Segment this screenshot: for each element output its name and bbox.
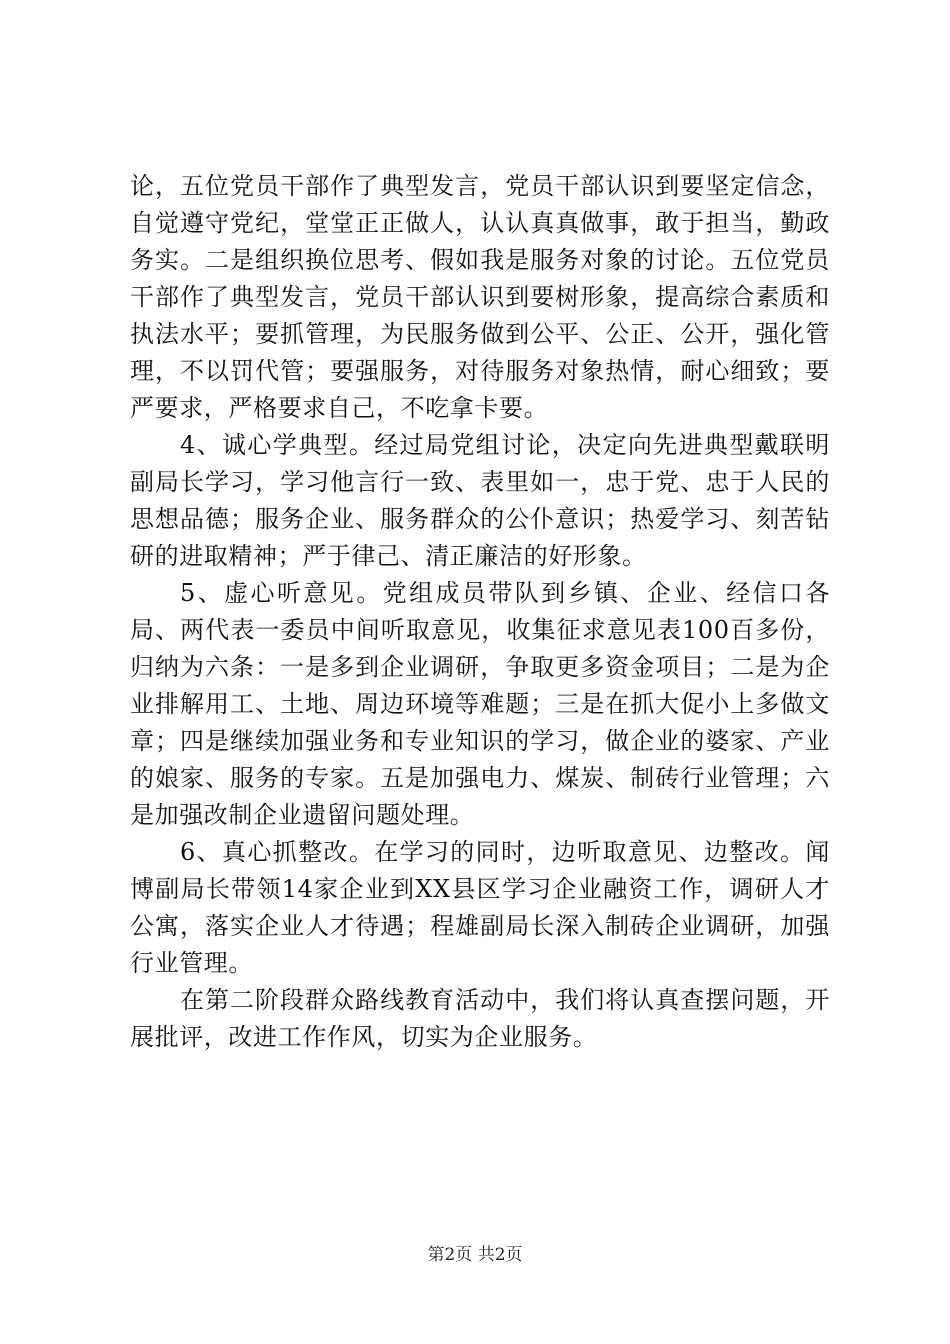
paragraph-item-6: 6、真心抓整改。在学习的同时，边听取意见、边整改。闻博副局长带领14家企业到XX县区学习企业融资工作，调研人才公寓，落实企业人才待遇；程雄副局长深入制砖企业调研，加强行业管理。 (130, 838, 830, 977)
paragraph-conclusion: 在第二阶段群众路线教育活动中，我们将认真查摆问题，开展批评，改进工作作风，切实为企业服务。 (130, 986, 830, 1051)
page-number-footer: 第2页 共2页 (427, 1245, 523, 1265)
document-body (130, 168, 830, 1056)
paragraph-item-5: 5、虚心听意见。党组成员带队到乡镇、企业、经信口各局、两代表一委员中间听取意见，收集征求意见表100百多份，归纳为六条：一是多到企业调研，争取更多资金项目；二是为企业排解用工、土地、周边环境等难题；三是在抓大促小上多做文章；四是继续加强业务和专业知识的学习，做企业的婆家、产业的娘家、服务的专家。五是加强电力、煤炭、制砖行业管理；六是加强改制企业遗留问题处理。 (130, 579, 830, 829)
paragraph-continuation: 论，五位党员干部作了典型发言，党员干部认识到要坚定信念，自觉遵守党纪，堂堂正正做人，认认真真做事，敢于担当，勤政务实。二是组织换位思考、假如我是服务对象的讨论。五位党员干部作了典型发言，党员干部认识到要树形象，提高综合素质和执法水平；要抓管理，为民服务做到公平、公正、公开，强化管理，不以罚代管；要强服务，对待服务对象热情，耐心细致；要严要求，严格要求自己，不吃拿卡要。 (130, 172, 830, 422)
paragraph-item-4: 4、诚心学典型。经过局党组讨论，决定向先进典型戴联明副局长学习，学习他言行一致、表里如一，忠于党、忠于人民的思想品德；服务企业、服务群众的公仆意识；热爱学习、刻苦钻研的进取精神；严于律己、清正廉洁的好形象。 (130, 431, 830, 570)
